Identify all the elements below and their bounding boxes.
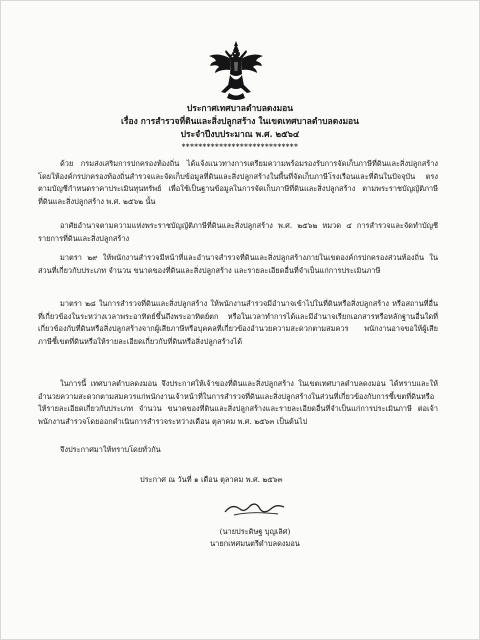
garuda-emblem <box>207 40 265 102</box>
paragraph-3: มาตรา ๒๙ ให้พนักงานสำรวจมีหน้าที่และอำนาจสำรวจที่ดินและสิ่งปลูกสร้างภายในเขตองค์กรปกครองส่วนท้องถิ่น ในส่วนที่เกี่ยวกับประเภท จำนวน ขนาดของที่ดินและสิ่งปลูกสร้าง และรายละเอียดอื่นที่จำเป็นแก่การประเมินภาษี <box>38 253 438 275</box>
paragraph-5: ในการนี้ เทศบาลตำบลดงมอน จึงประกาศให้เจ้าของที่ดินและสิ่งปลูกสร้าง ในเขตเทศบาลตำบลดงมอน ได้ทราบและให้อำนวยความสะดวกตามสมควรแก่พนักงานเจ้าหน้าที่ในการสำรวจที่ดินและสิ่งปลูกสร้างในส่วนที่เกี่ยวข้องกับการชี้เขตที่ดินหรือให้รายละเอียดเกี่ยวกับประเภท จำนวน ขนาดของที่ดินและสิ่งปลูกสร้างและรายละเอียดอื่นที่จำเป็นแก่การประเมินภาษี ต่อเจ้าพนักงานสำรวจโดยออกดำเนินการสำรวจระหว่างเดือน ตุลาคม พ.ศ. ๒๕๖๓ เป็นต้นไป <box>38 379 438 426</box>
date-line: ประกาศ ณ วันที่ ๑ เดือน ตุลาคม พ.ศ. ๒๕๖๓ <box>140 475 283 484</box>
subject-line: เรื่อง การสำรวจที่ดินและสิ่งปลูกสร้าง ในเขตเทศบาลตำบลดงมอน <box>121 117 359 127</box>
separator-stars: **************************** <box>181 142 299 151</box>
paragraph-4: มาตรา ๒๘ ในการสำรวจที่ดินและสิ่งปลูกสร้าง ให้พนักงานสำรวจมีอำนาจเข้าไปในที่ดินหรือสิ่งปลูกสร้าง หรือสถานที่อื่นที่เกี่ยวข้องในระหว่างเวลาพระอาทิตย์ขึ้นถึงพระอาทิตย์ตก หรือในเวลาทำการได้และมีอำนาจเรียกเอกสารหรือหลักฐานอื่นใดที่เกี่ยวข้องกับที่ดินหรือสิ่งปลูกสร้างจากผู้เสียภาษีหรือบุคคลที่เกี่ยวข้องอำนวยความสะดวกตามสมควร พนักงานอาจขอให้ผู้เสียภาษีชี้เขตที่ดินหรือให้รายละเอียดเกี่ยวกับที่ดินหรือสิ่งปลูกสร้างได้ <box>38 299 438 346</box>
signature-mark <box>222 497 286 521</box>
paragraph-6: จึงประกาศมาให้ทราบโดยทั่วกัน <box>60 445 161 454</box>
announcement-heading: ประกาศเทศบาลตำบลดงมอน <box>186 104 294 114</box>
signatory-name: (นายประดิษฐ บุญเลิศ) <box>219 527 291 536</box>
paragraph-1: ด้วย กรมส่งเสริมการปกครองท้องถิ่น ได้แจ้งแนวทางการเตรียมความพร้อมรองรับการจัดเก็บภาษีที่ดินและสิ่งปลูกสร้าง โดยให้องค์กรปกครองท้องถิ่นสำรวจและจัดเก็บข้อมูลที่ดินและสิ่งปลูกสร้างในพื้นที่จัดเก็บภาษีโรงเรือนและที่ดินในปัจจุบัน ตรงตามบัญชีกำหนดราคาประเมินทุนทรัพย์ เพื่อใช้เป็นฐานข้อมูลในการจัดเก็บภาษีที่ดินและสิ่งปลูกสร้าง ตามพระราชบัญญัติภาษีที่ดินและสิ่งปลูกสร้าง พ.ศ. ๒๕๖๒ นั้น <box>38 159 438 206</box>
paragraph-2: อาศัยอำนาจตามความแห่งพระราชบัญญัติภาษีที่ดินและสิ่งปลูกสร้าง พ.ศ. ๒๕๖๒ หมวด ๔ การสำรวจและจัดทำบัญชีรายการที่ดินและสิ่งปลูกสร้าง <box>38 221 438 243</box>
signatory-position: นายกเทศมนตรีตำบลดงมอน <box>210 539 300 548</box>
fiscal-year-line: ประจำปีงบประมาณ พ.ศ. ๒๕๖๔ <box>180 130 300 140</box>
